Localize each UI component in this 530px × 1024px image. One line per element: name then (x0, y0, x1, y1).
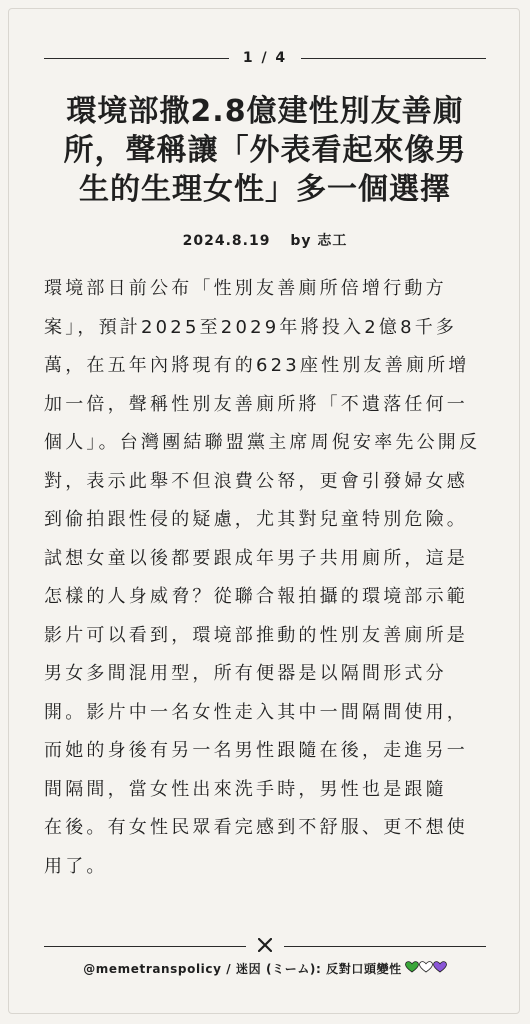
divider-left (44, 58, 229, 59)
footer-handle[interactable]: @memetranspolicy / 迷因 (ミーム): 反對口頭變性 (83, 962, 402, 976)
article-title: 環境部撒2.8億建性別友善廁 所，聲稱讓「外表看起來像男 生的生理女性」多一個選擇 (63, 94, 467, 207)
page-indicator (44, 50, 486, 66)
footer-divider (44, 938, 486, 955)
article-date: 2024.8.19 (182, 233, 271, 249)
hearts (405, 961, 447, 976)
green-heart-icon (405, 961, 419, 973)
purple-heart-icon (433, 961, 447, 973)
white-heart-icon (419, 961, 433, 973)
x-logo-icon (258, 938, 272, 955)
divider-right (284, 946, 486, 947)
divider-left (44, 946, 246, 947)
footer (0, 960, 530, 977)
divider-right (301, 58, 486, 59)
article-author: by 志工 (290, 233, 348, 249)
page-number: 1 / 4 (242, 50, 288, 66)
article-body: 環境部日前公布「性別友善廁所倍增行動方 案」，預計2025至2029年將投入2億8千多 萬，在五年內將現有的623座性別友善廁所增 加一倍，聲稱性別友善廁所將「不遺落任何一 個人」。台灣團結聯盟黨主席周倪安率先公開反 對，表示此舉不但浪費公帑，更會引發婦女感 到偷拍跟性侵的疑慮，尤其對兒童特別危險。 試想女童以後都要跟成年男子共用廁所，這是 怎樣的人身威脅？從聯合報拍攝的環境部示範 影片可以看到，環境部推動的性別友善廁所是 男女多間混用型，所有便器是以隔間形式分 開。影片中一名女性走入其中一間隔間使用， 而她的身後有另一名男性跟隨在後，走進另一 間隔間，當女性出來洗手時，男性也是跟隨 在後。有女性民眾看完感到不舒服、更不想使 用了。 (44, 278, 481, 877)
article-meta (0, 230, 530, 250)
